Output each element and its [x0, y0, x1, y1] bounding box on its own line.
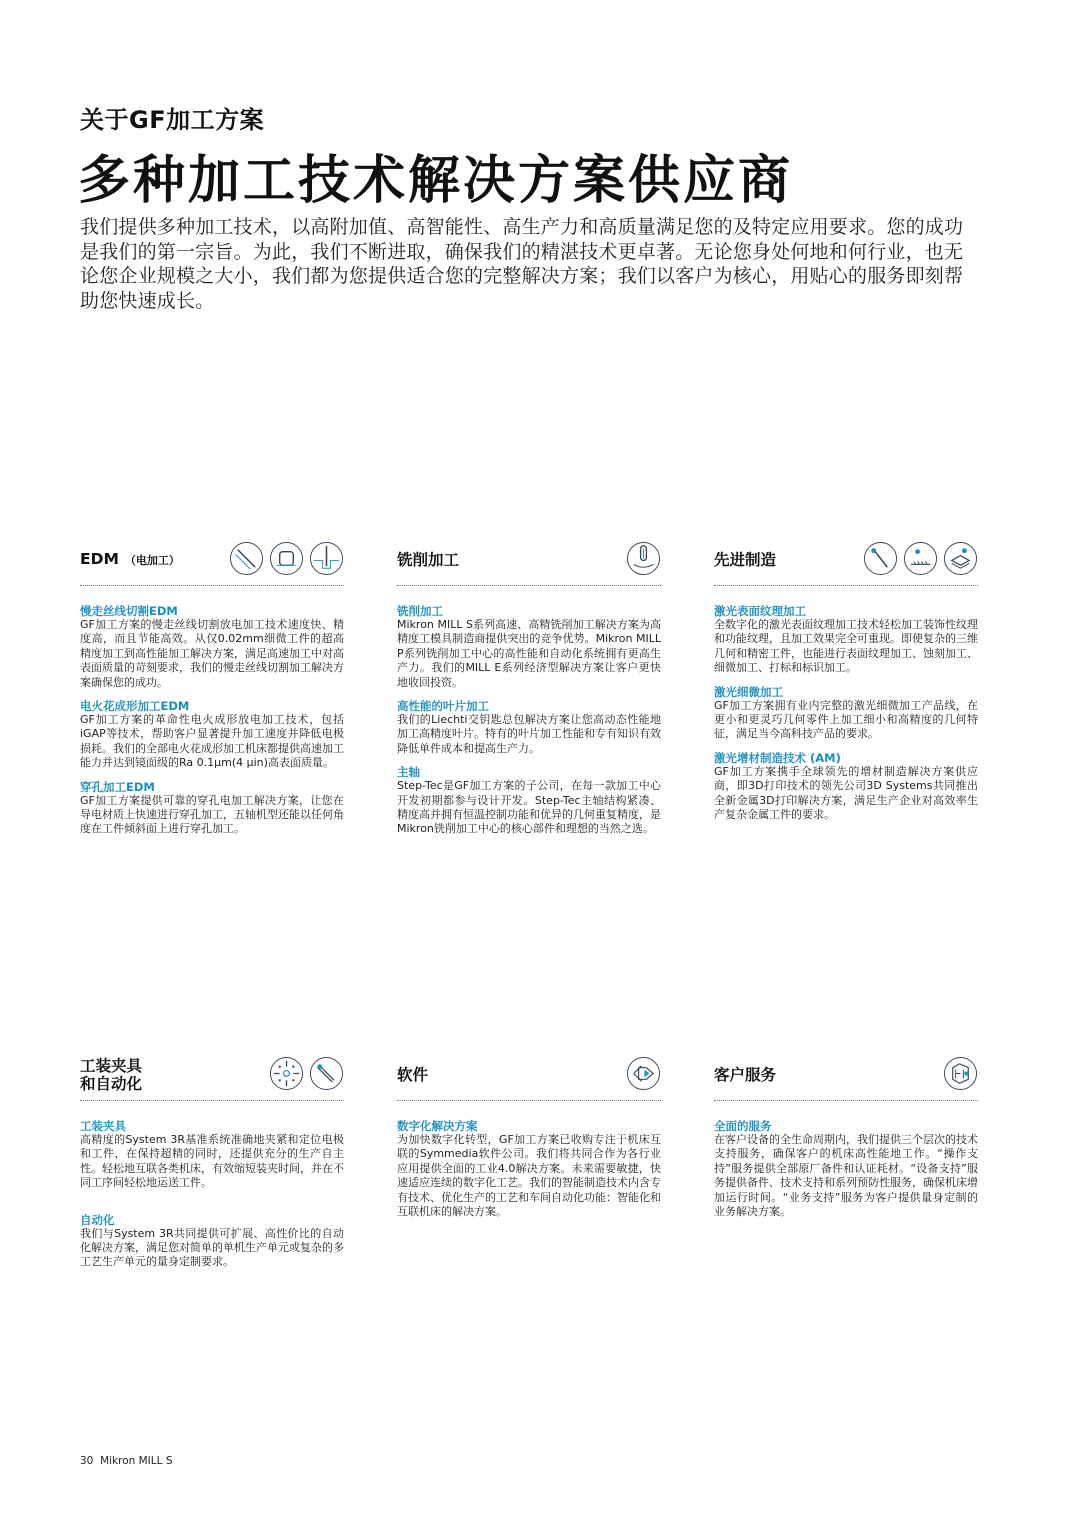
list-item	[397, 604, 661, 690]
section-milling	[397, 535, 661, 846]
list-item	[80, 604, 344, 690]
section-divider	[397, 1100, 661, 1101]
section-items	[397, 1119, 661, 1219]
page-footer	[80, 1455, 172, 1467]
section-edm	[80, 535, 344, 846]
item-body: 我们与System 3R共同提供可扩展、高性价比的自动化解决方案，满足您对简单的单机生产单元或复杂的多工艺生产单元的量身定制要求。	[80, 1226, 344, 1269]
item-title: 工装夹具	[80, 1119, 126, 1133]
list-item	[397, 1119, 661, 1219]
section-header	[714, 535, 978, 585]
section-title: 软件	[397, 1066, 429, 1084]
item-body: GF加工方案提供可靠的穿孔电加工解决方案，让您在导电材质上快速进行穿孔加工，五轴机型还能以任何角度在工件倾斜面上进行穿孔加工。	[80, 793, 344, 836]
item-body: GF加工方案拥有业内完整的激光细微加工产品线，在更小和更灵巧几何零件上加工细小和高精度的几何特征，满足当今高科技产品的要求。	[714, 698, 978, 741]
item-title: 穿孔加工EDM	[80, 779, 155, 794]
section-items	[80, 604, 344, 837]
section-items	[714, 604, 978, 822]
item-title: 铣削加工	[397, 604, 443, 618]
section-header	[397, 1050, 661, 1100]
list-item	[397, 765, 661, 837]
list-item	[397, 699, 661, 756]
page-kicker: 关于GF加工方案	[80, 106, 265, 134]
section-divider	[80, 585, 344, 586]
section-icons	[626, 1056, 661, 1091]
section-items	[397, 604, 661, 837]
page-title: 多种加工技术解决方案供应商	[78, 150, 794, 211]
item-body: 高精度的System 3R基准系统准确地夹紧和定位电极和工件，在保持超精的同时，还提供充分的生产自主性。轻松地互联各类机床，有效缩短装夹时间，并在不同工序间轻松地运送工件。	[80, 1133, 344, 1190]
section-items	[714, 1119, 978, 1219]
section-title: 先进制造	[714, 551, 777, 569]
list-item	[80, 1213, 344, 1270]
customer-service-icon	[943, 1056, 978, 1091]
item-body: 全数字化的激光表面纹理加工技术轻松加工装饰性纹理和功能纹理，且加工效果完全可重现。即使复杂的三维几何和精密工件，也能进行表面纹理加工、蚀刻加工、细微加工、打标和标识加工。	[714, 618, 978, 675]
section-tooling-automation	[80, 1050, 344, 1279]
item-title: 主轴	[397, 765, 420, 780]
section-header	[397, 535, 661, 585]
list-item	[714, 685, 978, 742]
footer-product-name: Mikron MILL S	[100, 1455, 173, 1467]
section-header	[80, 535, 344, 585]
list-item	[80, 699, 344, 771]
item-title: 数字化解决方案	[397, 1119, 478, 1133]
item-body: 我们的Liechti交钥匙总包解决方案让您高动态性能地加工高精度叶片。特有的叶片加工性能和专有知识有效降低单件成本和提高生产力。	[397, 713, 661, 755]
laser-micromachining-icon	[903, 541, 938, 576]
item-body: 在客户设备的全生命周期内，我们提供三个层次的技术支持服务，确保客户的机床高性能地工作。“操作支持”服务提供全部原厂备件和认证耗材。“设备支持”服务提供备件、技术支持和系列预防性服务，确保机床增加运行时间。“业务支持”服务为客户提供量身定制的业务解决方案。	[714, 1133, 978, 1219]
additive-manufacturing-icon	[943, 541, 978, 576]
automation-icon	[309, 1056, 344, 1091]
section-advanced-manufacturing	[714, 535, 978, 831]
item-body: GF加工方案的革命性电火成形放电加工技术，包括iGAP等技术，帮助客户显著提升加工速度并降低电极损耗。我们的全部电火花成形加工机床都提供高速加工能力并达到镜面级的Ra 0.1μm(4 μin)高表面质量。	[80, 713, 344, 770]
intro-paragraph: 我们提供多种加工技术，以高附加值、高智能性、高生产力和高质量满足您的及特定应用要求。您的成功是我们的第一宗旨。为此，我们不断进取，确保我们的精湛技术更卓著。无论您身处何地和何行业，也无论您企业规模之大小，我们都为您提供适合您的完整解决方案；我们以客户为核心，用贴心的服务即刻帮助您快速成长。	[80, 216, 964, 312]
item-title: 激光表面纹理加工	[714, 604, 806, 618]
tooling-icon	[269, 1056, 304, 1091]
hole-drilling-edm-icon	[309, 541, 344, 576]
section-software	[397, 1050, 661, 1228]
list-item	[80, 780, 344, 837]
item-body: GF加工方案携手全球领先的增材制造解决方案供应商，即3D打印技术的领先公司3D Systems共同推出全新金属3D打印解决方案，满足生产企业对高效率生产复杂金属工件的要求。	[714, 764, 978, 822]
page-number: 30	[80, 1455, 94, 1467]
section-title-text: EDM	[80, 550, 119, 568]
item-title: 激光增材制造技术 (AM)	[714, 750, 841, 765]
item-body: 为加快数字化转型，GF加工方案已收购专注于机床互联的Symmedia软件公司。我们将共同合作为各行业应用提供全面的工业4.0解决方案。未来需要敏捷，快速适应连续的数字化工艺。我们的智能制造技术内含专有技术、优化生产的工艺和车间自动化功能：智能化和互联机床的解决方案。	[397, 1133, 661, 1219]
item-title: 高性能的叶片加工	[397, 699, 489, 714]
section-title	[80, 550, 180, 570]
list-item	[714, 604, 978, 676]
section-title: 铣削加工	[397, 551, 460, 569]
item-title: 激光细微加工	[714, 684, 783, 699]
list-item	[714, 751, 978, 823]
section-subtitle: （电加工）	[124, 554, 180, 567]
milling-spindle-icon	[626, 541, 661, 576]
section-items	[80, 1119, 344, 1270]
item-title: 全面的服务	[714, 1119, 772, 1133]
section-header	[80, 1050, 344, 1100]
section-icons	[626, 541, 661, 576]
item-title: 电火花成形加工EDM	[80, 699, 190, 714]
list-item	[714, 1119, 978, 1219]
section-divider	[714, 585, 978, 586]
software-icon	[626, 1056, 661, 1091]
section-icons	[943, 1056, 978, 1091]
section-divider	[80, 1100, 344, 1101]
die-sinking-edm-icon	[269, 541, 304, 576]
section-customer-services	[714, 1050, 978, 1228]
wire-edm-icon	[229, 541, 264, 576]
section-header	[714, 1050, 978, 1100]
section-divider	[714, 1100, 978, 1101]
section-divider	[397, 585, 661, 586]
section-title: 客户服务	[714, 1066, 777, 1084]
section-icons	[269, 1056, 344, 1091]
item-body: Mikron MILL S系列高速、高精铣削加工解决方案为高精度工模具制造商提供突出的竞争优势。Mikron MILL P系列铣削加工中心的高性能和自动化系统拥有更高生产力。我们的MILL E系列经济型解决方案让客户更快地收回投资。	[397, 618, 661, 689]
list-item	[80, 1119, 344, 1191]
section-icons	[229, 541, 344, 576]
item-body: Step-Tec是GF加工方案的子公司，在每一款加工中心开发初期都参与设计开发。Step-Tec主轴结构紧凑、精度高并拥有恒温控制功能和优异的几何重复精度，是Mikron铣削加工中心的核心部件和理想的当然之选。	[397, 779, 661, 836]
laser-texturing-icon	[863, 541, 898, 576]
item-title: 自动化	[80, 1212, 115, 1227]
item-body: GF加工方案的慢走丝线切割放电加工技术速度快、精度高，而且节能高效。从仅0.02mm细微工件的超高精度加工到高性能加工解决方案，满足高速加工中对高表面质量的苛刻要求，我们的慢走丝线切割加工解决方案确保您的成功。	[80, 618, 344, 689]
item-title: 慢走丝线切割EDM	[80, 604, 178, 618]
section-title: 工装夹具 和自动化	[80, 1057, 143, 1093]
section-icons	[863, 541, 978, 576]
